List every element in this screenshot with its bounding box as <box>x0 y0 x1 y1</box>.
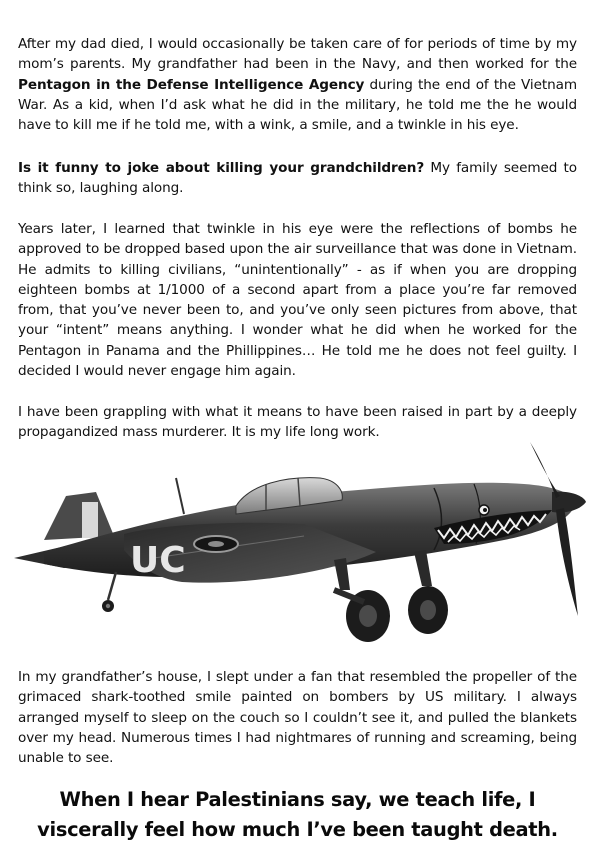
paragraph-years-later: Years later, I learned that twinkle in his eye were the reflections of bombs he approved to be dropped based upon the air surveillance that was done in Vietnam. He admits to killing civilians, “unintentionally” - as if when you are dropping eighteen bombs at 1/1000 of a second apart from a place you’re far removed from, that you’ve never been to, and you’ve only seen pictures from above, that your “intent” means anything. I wonder what he did when he worked for the Pentagon in Panama and the Phillippines… He told me he does not feel guilty. I decided I would never engage him again. <box>18 221 577 380</box>
landing-gear-right <box>414 550 432 586</box>
p2-text: My family seemed to think so, laughing along. <box>18 160 577 197</box>
paragraph-grandparents <box>18 34 577 135</box>
propeller-blade-lower <box>556 508 578 616</box>
tail-fin <box>44 492 114 540</box>
closing-line-1: When I hear Palestinians say, we teach life, I <box>59 788 536 811</box>
warplane-photo <box>4 440 590 662</box>
p1-text-end: during the end of the Vietnam War. As a kid, when I’d ask what he did in the military, he told me the he would have to kill me if he told me, with a wink, a smile, and a twinkle in his eye. <box>18 76 577 134</box>
fuselage-letters: UC <box>130 540 186 581</box>
closing-statement <box>0 785 595 845</box>
paragraph-fan-memory: In my grandfather’s house, I slept under a fan that resembled the propeller of the grimaced shark-toothed smile painted on bombers by US military. I always arranged myself to sleep on the couch so I couldn’t see it, and pulled the blankets over my head. Numerous times I had nightmares of running and screaming, being unable to see. <box>18 669 577 767</box>
p2-bold-question: Is it funny to joke about killing your grandchildren? <box>18 160 425 176</box>
antenna-mast <box>176 478 184 514</box>
closing-line-2: viscerally feel how much I’ve been taught death. <box>37 818 558 841</box>
paragraph-joke-question <box>18 158 577 199</box>
p1-bold-agency: Pentagon in the Defense Intelligence Agency <box>18 76 365 93</box>
p1-text-start: After my dad died, I would occasionally be taken care of for periods of time by my mom’s parents. My grandfather had been in the Navy, and then worked for the <box>18 36 577 73</box>
tail-flash <box>82 502 98 538</box>
paragraph-grappling: I have been grappling with what it means to have been raised in part by a deeply propagandized mass murderer. It is my life long work. <box>18 404 577 441</box>
